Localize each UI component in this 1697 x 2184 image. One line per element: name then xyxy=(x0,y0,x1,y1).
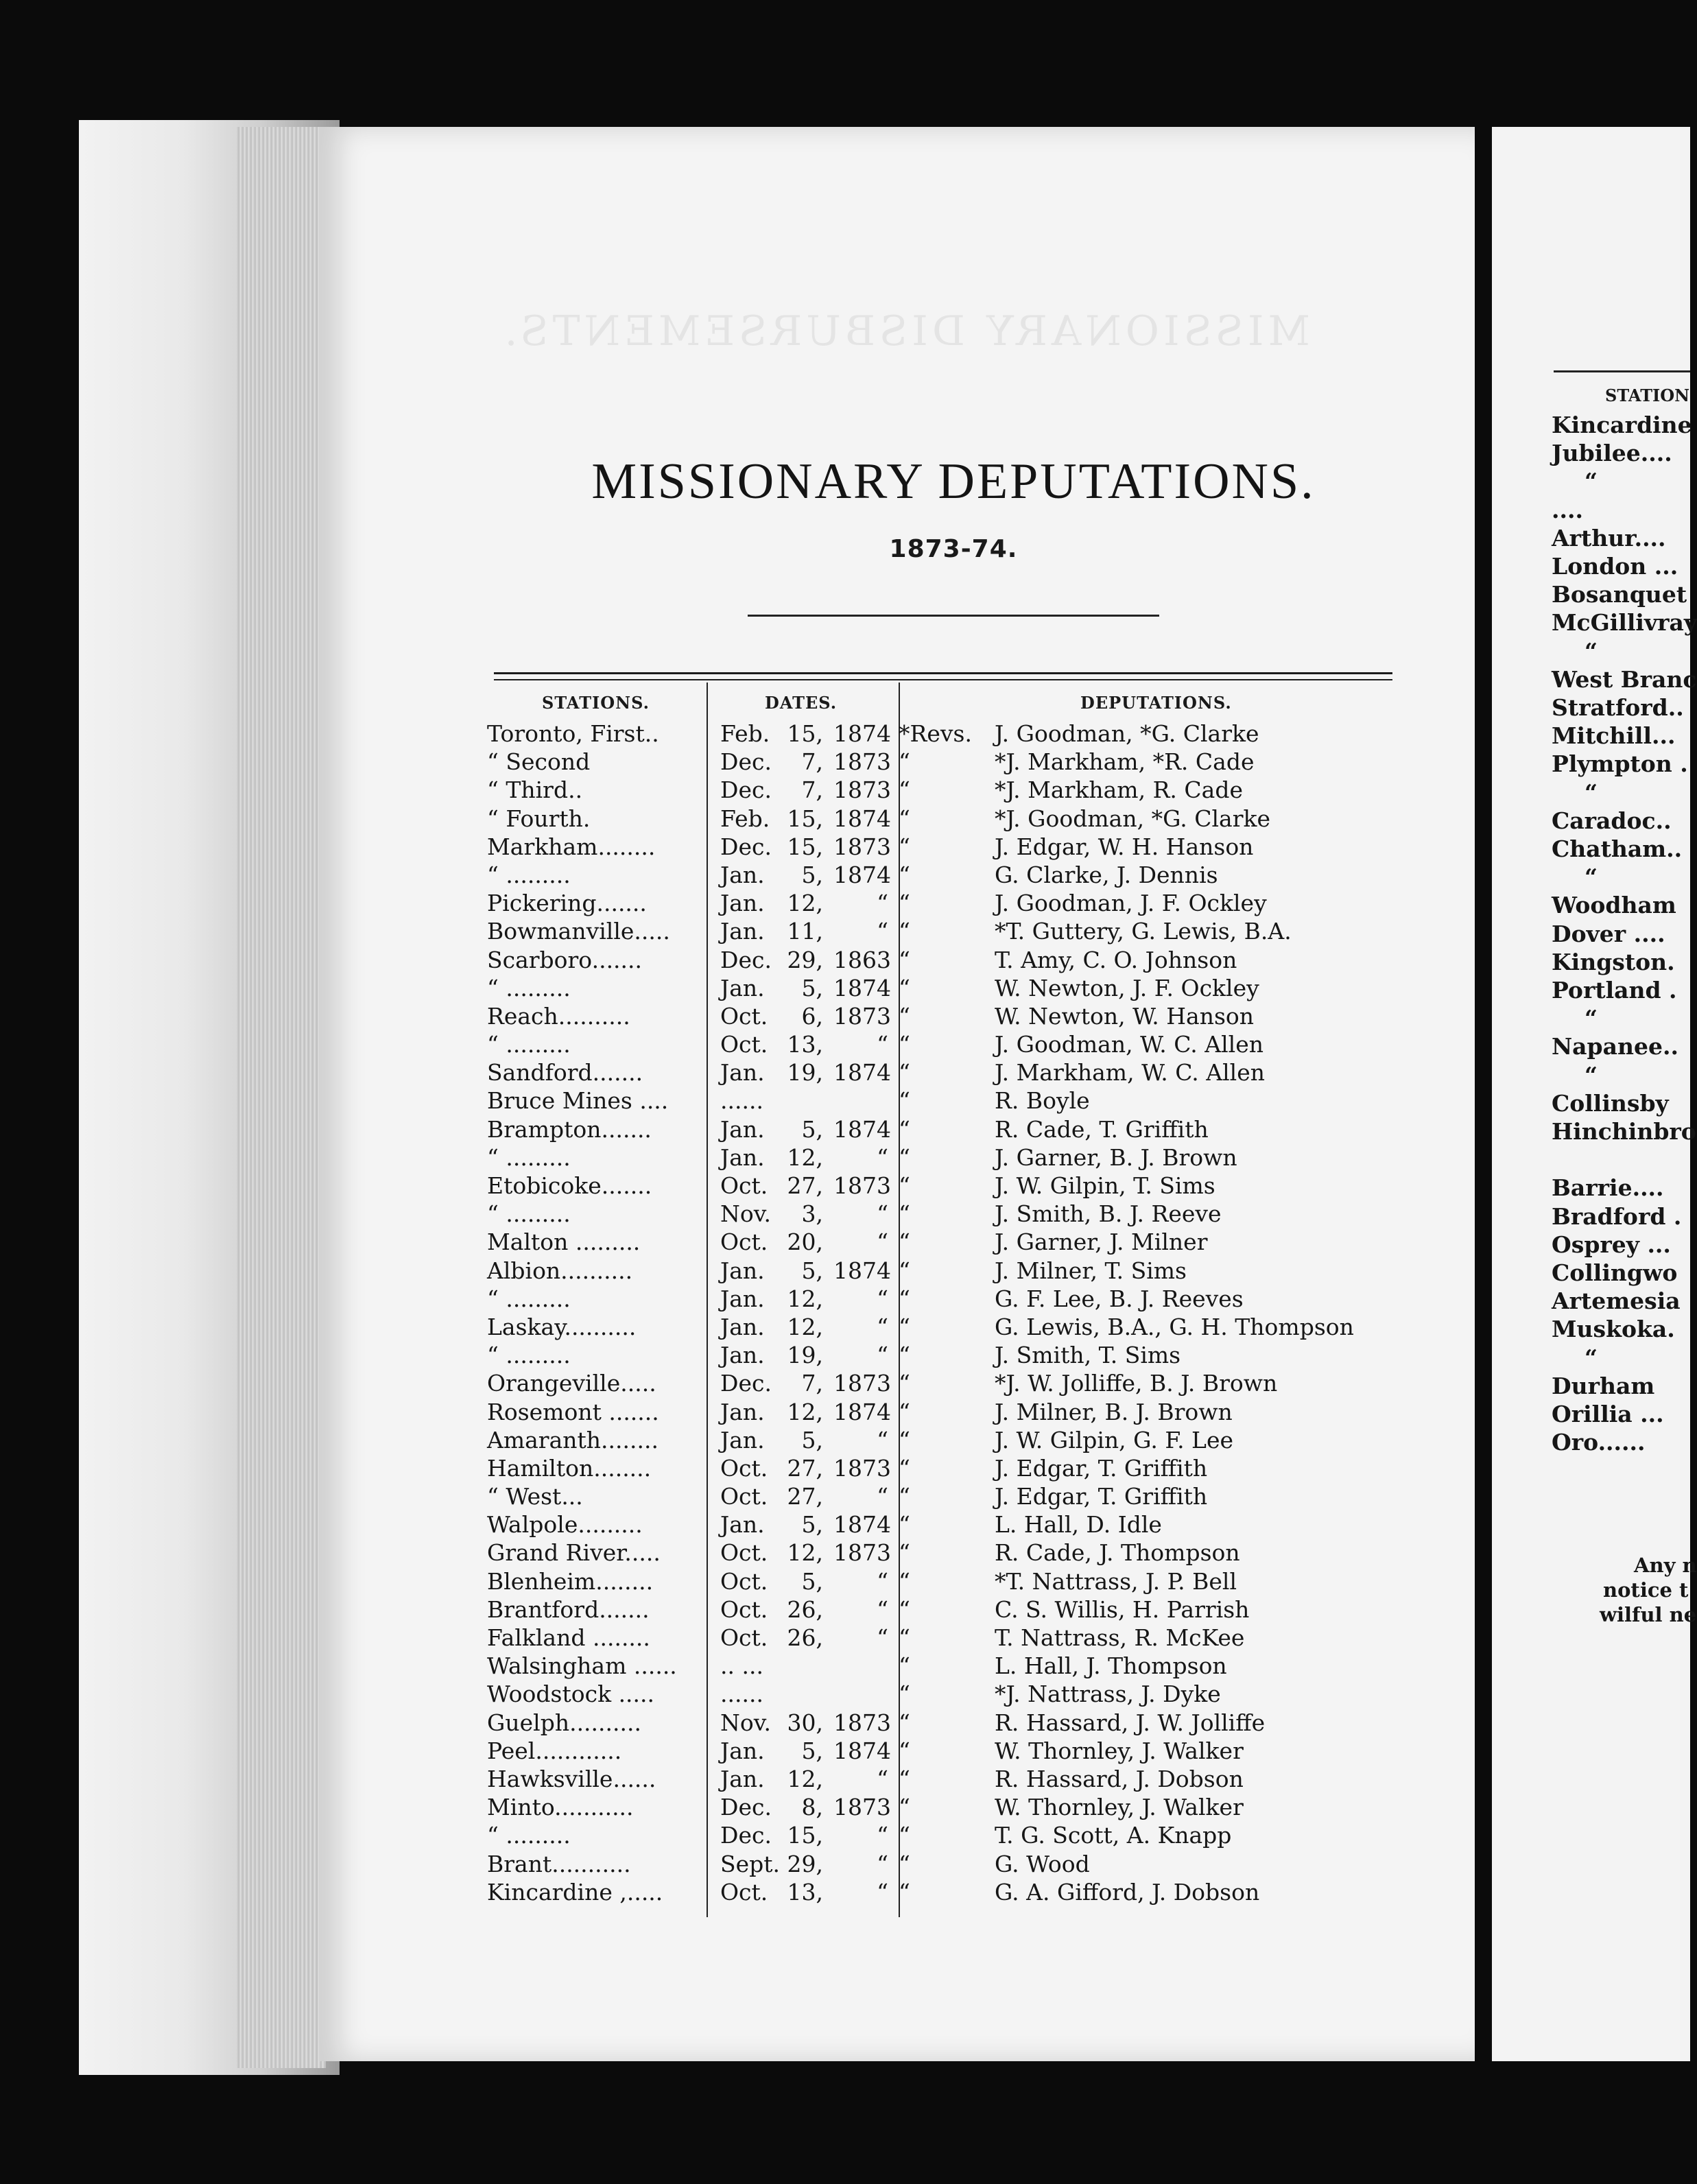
station-cell: “ ......... xyxy=(487,1143,571,1171)
reverend-cell: “ xyxy=(899,776,910,804)
day-cell: 12, xyxy=(787,1313,823,1340)
station-cell: “ ......... xyxy=(487,974,571,1001)
day-cell: 15, xyxy=(787,805,823,832)
station-cell: Laskay.......... xyxy=(487,1313,637,1340)
year-cell: 1873 xyxy=(833,833,891,860)
station-cell: “ Second xyxy=(487,748,591,776)
right-page-station: London ... xyxy=(1552,553,1678,580)
year-cell: “ xyxy=(877,1426,888,1453)
year-cell: “ xyxy=(877,1878,888,1906)
year-cell: “ xyxy=(877,1228,888,1256)
reverend-cell: “ xyxy=(899,1511,910,1539)
deputation-cell: J. Edgar, T. Griffith xyxy=(995,1483,1208,1510)
deputation-cell: J. W. Gilpin, T. Sims xyxy=(995,1172,1215,1199)
month-cell: Jan. xyxy=(720,1342,765,1369)
day-cell: 5, xyxy=(801,861,823,888)
day-cell: 15, xyxy=(787,833,823,860)
station-cell: Orangeville..... xyxy=(487,1370,656,1397)
day-cell: 13, xyxy=(787,1878,823,1906)
month-cell: Oct. xyxy=(720,1624,768,1651)
month-cell: Sept. xyxy=(720,1850,781,1877)
right-page-station: Kincardine xyxy=(1552,412,1692,438)
month-cell: Jan. xyxy=(720,1059,765,1087)
year-cell: 1874 xyxy=(833,805,891,832)
station-cell: Bruce Mines .... xyxy=(487,1087,669,1115)
day-cell: 11, xyxy=(787,918,823,945)
reverend-cell: “ xyxy=(899,1200,910,1228)
station-cell: “ ......... xyxy=(487,861,571,888)
station-cell: Albion.......... xyxy=(487,1257,633,1284)
day-cell: 27, xyxy=(787,1454,823,1482)
month-cell: Oct. xyxy=(720,1454,768,1482)
year-cell: “ xyxy=(877,1483,888,1510)
table-top-rule xyxy=(494,672,1392,674)
month-cell: Dec. xyxy=(720,833,772,860)
month-cell: Feb. xyxy=(720,720,770,747)
year-cell: “ xyxy=(877,1342,888,1369)
reverend-cell: “ xyxy=(899,1794,910,1821)
day-cell: 5, xyxy=(801,1511,823,1539)
deputation-cell: L. Hall, D. Idle xyxy=(995,1511,1162,1539)
station-cell: Woodstock ..... xyxy=(487,1681,655,1708)
header-stations: STATIONS. xyxy=(542,693,650,713)
right-page-station: Oro...... xyxy=(1552,1429,1646,1456)
deputation-cell: R. Cade, J. Thompson xyxy=(995,1539,1240,1567)
year-cell: 1873 xyxy=(833,748,891,776)
reverend-cell: “ xyxy=(899,1737,910,1764)
reverend-cell: “ xyxy=(899,1681,910,1708)
station-cell: Toronto, First.. xyxy=(487,720,659,747)
column-divider-dates xyxy=(707,682,708,1917)
year-cell: 1874 xyxy=(833,1059,891,1087)
day-cell: 5, xyxy=(801,1115,823,1143)
page-subtitle: 1873-74. xyxy=(889,535,1018,563)
reverend-cell: “ xyxy=(899,946,910,973)
day-cell: 3, xyxy=(801,1200,823,1228)
year-cell: 1873 xyxy=(833,1539,891,1567)
month-cell: Jan. xyxy=(720,1285,765,1312)
station-cell: “ ......... xyxy=(487,1031,571,1058)
station-cell: “ ......... xyxy=(487,1285,571,1312)
year-cell: “ xyxy=(877,1031,888,1058)
right-page-station: Jubilee.... xyxy=(1552,440,1672,467)
month-cell: Jan. xyxy=(720,918,765,945)
deputation-cell: J. Milner, B. J. Brown xyxy=(995,1398,1233,1425)
month-cell: Oct. xyxy=(720,1539,768,1567)
month-cell: Jan. xyxy=(720,890,765,917)
right-page-station: Bradford . xyxy=(1552,1202,1682,1230)
month-cell: ...... xyxy=(720,1087,763,1115)
month-cell: Jan. xyxy=(720,974,765,1001)
month-cell: Dec. xyxy=(720,946,772,973)
deputation-cell: G. Clarke, J. Dennis xyxy=(995,861,1218,888)
right-page-station: Portland . xyxy=(1552,977,1677,1004)
year-cell: “ xyxy=(877,1822,888,1849)
deputation-cell: J. Smith, B. J. Reeve xyxy=(995,1200,1222,1228)
day-cell: 26, xyxy=(787,1624,823,1651)
deputation-cell: R. Boyle xyxy=(995,1087,1090,1115)
right-page-station: West Branc xyxy=(1552,665,1697,693)
year-cell: 1874 xyxy=(833,1737,891,1764)
month-cell: Jan. xyxy=(720,1313,765,1340)
year-cell: 1874 xyxy=(833,974,891,1001)
deputation-cell: J. Garner, J. Milner xyxy=(995,1228,1208,1256)
station-cell: Guelph.......... xyxy=(487,1709,641,1736)
month-cell: Jan. xyxy=(720,1115,765,1143)
day-cell: 7, xyxy=(801,776,823,804)
deputation-cell: G. Wood xyxy=(995,1850,1090,1877)
station-cell: Etobicoke....... xyxy=(487,1172,652,1199)
reverend-cell: “ xyxy=(899,833,910,860)
deputation-cell: T. Amy, C. O. Johnson xyxy=(995,946,1237,973)
month-cell: Jan. xyxy=(720,1426,765,1453)
station-cell: Walsingham ...... xyxy=(487,1652,677,1680)
month-cell: Oct. xyxy=(720,1595,768,1623)
deputation-cell: W. Thornley, J. Walker xyxy=(995,1737,1244,1764)
deputation-cell: J. Smith, T. Sims xyxy=(995,1342,1181,1369)
right-page-station: Napanee.. xyxy=(1552,1033,1678,1060)
right-page-station: Orillia ... xyxy=(1552,1401,1664,1427)
year-cell: 1874 xyxy=(833,1257,891,1284)
deputation-cell: *J. Goodman, *G. Clarke xyxy=(995,805,1271,832)
month-cell: Jan. xyxy=(720,1511,765,1539)
year-cell: “ xyxy=(877,1313,888,1340)
station-cell: Brampton....... xyxy=(487,1115,652,1143)
year-cell: “ xyxy=(877,1285,888,1312)
year-cell: “ xyxy=(877,890,888,917)
month-cell: Dec. xyxy=(720,1794,772,1821)
month-cell: Dec. xyxy=(720,776,772,804)
day-cell: 26, xyxy=(787,1595,823,1623)
deputation-cell: J. Edgar, T. Griffith xyxy=(995,1454,1208,1482)
day-cell: 29, xyxy=(787,946,823,973)
station-cell: “ ......... xyxy=(487,1342,571,1369)
reverend-cell: “ xyxy=(899,1483,910,1510)
day-cell: 5, xyxy=(801,1737,823,1764)
right-page-station: Bosanquet xyxy=(1552,581,1687,608)
right-page-note-line: wilful ne xyxy=(1600,1603,1697,1626)
month-cell: Oct. xyxy=(720,1878,768,1906)
station-cell: “ West... xyxy=(487,1483,583,1510)
reverend-cell: “ xyxy=(899,1850,910,1877)
station-cell: “ Third.. xyxy=(487,776,583,804)
reverend-cell: “ xyxy=(899,1709,910,1736)
station-cell: Falkland ........ xyxy=(487,1624,650,1651)
deputation-cell: *J. W. Jolliffe, B. J. Brown xyxy=(995,1370,1278,1397)
station-cell: Hamilton........ xyxy=(487,1454,652,1482)
right-page-station: Stratford.. xyxy=(1552,694,1684,721)
deputation-cell: J. Goodman, J. F. Ockley xyxy=(995,890,1267,917)
day-cell: 13, xyxy=(787,1031,823,1058)
reverend-cell: “ xyxy=(899,1087,910,1115)
year-cell: “ xyxy=(877,1765,888,1792)
station-cell: Peel............ xyxy=(487,1737,622,1764)
month-cell: Oct. xyxy=(720,1172,768,1199)
year-cell: 1873 xyxy=(833,1454,891,1482)
deputation-cell: L. Hall, J. Thompson xyxy=(995,1652,1227,1680)
month-cell: Oct. xyxy=(720,1031,768,1058)
right-page-station: “ xyxy=(1585,637,1598,665)
station-cell: Minto........... xyxy=(487,1794,634,1821)
day-cell: 12, xyxy=(787,1765,823,1792)
year-cell: 1874 xyxy=(833,861,891,888)
year-cell: 1873 xyxy=(833,1794,891,1821)
reverend-cell: “ xyxy=(899,974,910,1001)
right-page-station: Arthur.... xyxy=(1552,524,1666,551)
year-cell: 1873 xyxy=(833,1172,891,1199)
month-cell: Dec. xyxy=(720,748,772,776)
right-page-station: Collinsby xyxy=(1552,1089,1669,1117)
deputation-cell: *T. Guttery, G. Lewis, B.A. xyxy=(995,918,1292,945)
right-page-station: “ xyxy=(1585,1344,1598,1371)
deputation-cell: G. A. Gifford, J. Dobson xyxy=(995,1878,1260,1906)
station-cell: Pickering....... xyxy=(487,890,647,917)
right-page-station: Woodham xyxy=(1552,892,1676,919)
year-cell: 1863 xyxy=(833,946,891,973)
deputation-cell: C. S. Willis, H. Parrish xyxy=(995,1595,1250,1623)
reverend-cell: “ xyxy=(899,1313,910,1340)
station-cell: Markham........ xyxy=(487,833,656,860)
reverend-cell: “ xyxy=(899,1228,910,1256)
right-page-station: “ xyxy=(1585,864,1598,891)
day-cell: 15, xyxy=(787,720,823,747)
month-cell: Dec. xyxy=(720,1822,772,1849)
day-cell: 27, xyxy=(787,1172,823,1199)
day-cell: 12, xyxy=(787,1143,823,1171)
reverend-cell: “ xyxy=(899,1454,910,1482)
year-cell: “ xyxy=(877,1850,888,1877)
day-cell: 5, xyxy=(801,1567,823,1595)
month-cell: Dec. xyxy=(720,1370,772,1397)
reverend-cell: “ xyxy=(899,890,910,917)
day-cell: 5, xyxy=(801,1426,823,1453)
day-cell: 29, xyxy=(787,1850,823,1877)
station-cell: Bowmanville..... xyxy=(487,918,670,945)
deputation-cell: *T. Nattrass, J. P. Bell xyxy=(995,1567,1237,1595)
right-page-station: Collingwo xyxy=(1552,1259,1678,1286)
month-cell: Jan. xyxy=(720,1765,765,1792)
reverend-cell: “ xyxy=(899,1002,910,1030)
station-cell: “ ......... xyxy=(487,1822,571,1849)
deputation-cell: T. Nattrass, R. McKee xyxy=(995,1624,1245,1651)
deputation-cell: G. Lewis, B.A., G. H. Thompson xyxy=(995,1313,1354,1340)
station-cell: Grand River..... xyxy=(487,1539,661,1567)
station-cell: Walpole......... xyxy=(487,1511,643,1539)
year-cell: “ xyxy=(877,1200,888,1228)
year-cell: 1874 xyxy=(833,1115,891,1143)
right-page-note-line: notice t xyxy=(1603,1578,1689,1602)
reverend-cell: “ xyxy=(899,748,910,776)
right-page-station: .... xyxy=(1552,496,1583,523)
day-cell: 7, xyxy=(801,1370,823,1397)
deputation-cell: J. Edgar, W. H. Hanson xyxy=(995,833,1254,860)
right-page-station: Plympton . xyxy=(1552,750,1688,778)
month-cell: Jan. xyxy=(720,1737,765,1764)
reverend-cell: “ xyxy=(899,1172,910,1199)
right-page-station: Muskoka. xyxy=(1552,1316,1675,1343)
day-cell: 12, xyxy=(787,890,823,917)
reverend-cell: “ xyxy=(899,1031,910,1058)
reverend-cell: “ xyxy=(899,1257,910,1284)
right-page-station: Chatham.. xyxy=(1552,835,1683,862)
header-dates: DATES. xyxy=(765,693,838,713)
year-cell: “ xyxy=(877,1567,888,1595)
year-cell: 1874 xyxy=(833,1398,891,1425)
month-cell: Jan. xyxy=(720,1143,765,1171)
station-cell: Blenheim........ xyxy=(487,1567,654,1595)
year-cell: 1873 xyxy=(833,776,891,804)
station-cell: Rosemont ....... xyxy=(487,1398,659,1425)
deputation-cell: J. Goodman, W. C. Allen xyxy=(995,1031,1263,1058)
right-page-rule xyxy=(1554,370,1690,372)
right-page-station: McGillivray xyxy=(1552,609,1697,637)
day-cell: 6, xyxy=(801,1002,823,1030)
reverend-cell: “ xyxy=(899,1652,910,1680)
right-page-note-line: Any n xyxy=(1634,1554,1697,1577)
year-cell: 1874 xyxy=(833,720,891,747)
month-cell: Nov. xyxy=(720,1709,771,1736)
reverend-cell: “ xyxy=(899,1426,910,1453)
right-page-station: “ xyxy=(1585,1005,1598,1032)
station-cell: “ Fourth. xyxy=(487,805,591,832)
right-page-header: STATION xyxy=(1605,385,1690,405)
reverend-cell: “ xyxy=(899,1285,910,1312)
year-cell: “ xyxy=(877,918,888,945)
reverend-cell: “ xyxy=(899,1822,910,1849)
deputation-cell: J. Markham, W. C. Allen xyxy=(995,1059,1265,1087)
station-cell: Scarboro....... xyxy=(487,946,643,973)
day-cell: 19, xyxy=(787,1342,823,1369)
page-title: MISSIONARY DEPUTATIONS. xyxy=(591,453,1316,510)
station-cell: Malton ......... xyxy=(487,1228,641,1256)
right-page-station: Mitchill... xyxy=(1552,722,1676,750)
year-cell: 1873 xyxy=(833,1709,891,1736)
right-page-station: “ xyxy=(1585,779,1598,806)
day-cell: 5, xyxy=(801,974,823,1001)
reverend-cell: “ xyxy=(899,918,910,945)
deputation-cell: G. F. Lee, B. J. Reeves xyxy=(995,1285,1244,1312)
day-cell: 12, xyxy=(787,1398,823,1425)
table-top-rule-2 xyxy=(494,679,1392,680)
month-cell: Nov. xyxy=(720,1200,771,1228)
reverend-cell: “ xyxy=(899,1370,910,1397)
day-cell: 7, xyxy=(801,748,823,776)
deputation-cell: J. Garner, B. J. Brown xyxy=(995,1143,1237,1171)
reverend-cell: “ xyxy=(899,1567,910,1595)
reverend-cell: “ xyxy=(899,1059,910,1087)
day-cell: 8, xyxy=(801,1794,823,1821)
reverend-cell: “ xyxy=(899,1539,910,1567)
reverend-cell: “ xyxy=(899,1115,910,1143)
day-cell: 20, xyxy=(787,1228,823,1256)
year-cell: “ xyxy=(877,1595,888,1623)
month-cell: Oct. xyxy=(720,1567,768,1595)
month-cell: Jan. xyxy=(720,861,765,888)
month-cell: Jan. xyxy=(720,1398,765,1425)
deputation-cell: J. W. Gilpin, G. F. Lee xyxy=(995,1426,1234,1453)
reverend-cell: “ xyxy=(899,1143,910,1171)
station-cell: Reach.......... xyxy=(487,1002,630,1030)
deputation-cell: J. Goodman, *G. Clarke xyxy=(995,720,1259,747)
day-cell: 15, xyxy=(787,1822,823,1849)
day-cell: 19, xyxy=(787,1059,823,1087)
deputation-cell: R. Cade, T. Griffith xyxy=(995,1115,1209,1143)
right-page-station: Osprey ... xyxy=(1552,1231,1671,1258)
month-cell: Oct. xyxy=(720,1483,768,1510)
day-cell: 27, xyxy=(787,1483,823,1510)
right-page-station: Kingston. xyxy=(1552,948,1675,975)
right-page-station: Artemesia xyxy=(1552,1287,1681,1315)
right-page-station: Dover .... xyxy=(1552,920,1665,947)
year-cell: “ xyxy=(877,1624,888,1651)
reverend-cell: *Revs. xyxy=(899,720,972,747)
page-stack xyxy=(237,127,326,2068)
right-page-station: Durham xyxy=(1552,1372,1655,1399)
deputation-cell: *J. Markham, R. Cade xyxy=(995,776,1243,804)
deputation-cell: R. Hassard, J. W. Jolliffe xyxy=(995,1709,1266,1736)
title-rule xyxy=(748,615,1159,617)
reverend-cell: “ xyxy=(899,1878,910,1906)
station-cell: “ ......... xyxy=(487,1200,571,1228)
year-cell: 1874 xyxy=(833,1511,891,1539)
right-page-station: Hinchinbro xyxy=(1552,1118,1696,1145)
month-cell: Oct. xyxy=(720,1002,768,1030)
year-cell: 1873 xyxy=(833,1370,891,1397)
reverend-cell: “ xyxy=(899,1624,910,1651)
bleed-through-heading: MISSIONARY DISBURSEMENTS. xyxy=(500,307,1310,355)
day-cell: 12, xyxy=(787,1539,823,1567)
reverend-cell: “ xyxy=(899,1398,910,1425)
header-deputations: DEPUTATIONS. xyxy=(1080,693,1232,713)
deputation-cell: W. Newton, J. F. Ockley xyxy=(995,974,1259,1001)
station-cell: Brantford....... xyxy=(487,1595,650,1623)
month-cell: ...... xyxy=(720,1681,763,1708)
right-page-station: Caradoc.. xyxy=(1552,807,1672,834)
day-cell: 5, xyxy=(801,1257,823,1284)
month-cell: .. ... xyxy=(720,1652,763,1680)
deputation-cell: J. Milner, T. Sims xyxy=(995,1257,1187,1284)
day-cell: 30, xyxy=(787,1709,823,1736)
year-cell: “ xyxy=(877,1143,888,1171)
station-cell: Brant........... xyxy=(487,1850,631,1877)
reverend-cell: “ xyxy=(899,1595,910,1623)
reverend-cell: “ xyxy=(899,1342,910,1369)
deputation-cell: T. G. Scott, A. Knapp xyxy=(995,1822,1232,1849)
year-cell: 1873 xyxy=(833,1002,891,1030)
deputation-cell: W. Newton, W. Hanson xyxy=(995,1002,1255,1030)
station-cell: Sandford....... xyxy=(487,1059,643,1087)
deputation-cell: R. Hassard, J. Dobson xyxy=(995,1765,1244,1792)
reverend-cell: “ xyxy=(899,805,910,832)
reverend-cell: “ xyxy=(899,1765,910,1792)
right-page-station: Barrie.... xyxy=(1552,1174,1664,1202)
month-cell: Feb. xyxy=(720,805,770,832)
deputation-cell: *J. Nattrass, J. Dyke xyxy=(995,1681,1221,1708)
month-cell: Oct. xyxy=(720,1228,768,1256)
deputation-cell: *J. Markham, *R. Cade xyxy=(995,748,1255,776)
station-cell: Hawksville...... xyxy=(487,1765,656,1792)
deputation-cell: W. Thornley, J. Walker xyxy=(995,1794,1244,1821)
reverend-cell: “ xyxy=(899,861,910,888)
right-page-station: “ xyxy=(1585,1061,1598,1089)
month-cell: Jan. xyxy=(720,1257,765,1284)
day-cell: 12, xyxy=(787,1285,823,1312)
right-page-station: “ xyxy=(1585,468,1598,495)
station-cell: Kincardine ,..... xyxy=(487,1878,663,1906)
station-cell: Amaranth........ xyxy=(487,1426,658,1453)
